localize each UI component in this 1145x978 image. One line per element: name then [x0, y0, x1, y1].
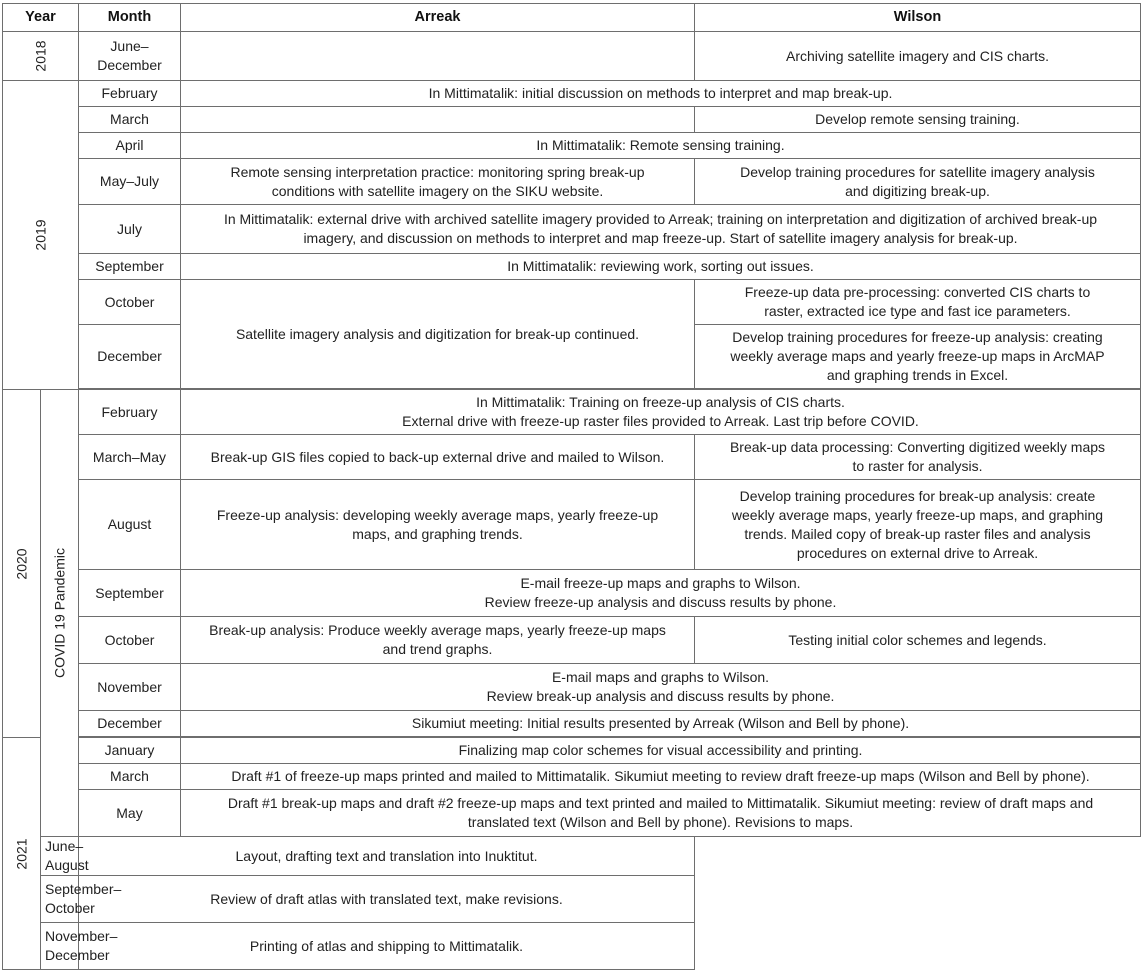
month-cell: January	[79, 738, 181, 764]
month-cell: March	[79, 107, 181, 133]
wilson-cell: Develop training procedures for freeze-up analysis: creating weekly average maps and yearly freeze-up maps in ArcMAP and graphing trends in Excel.	[695, 325, 1141, 389]
arreak-cell	[181, 32, 695, 81]
table-row	[3, 876, 1141, 923]
table-row	[3, 254, 1141, 280]
year-cell-2020	[3, 390, 41, 738]
table-row	[3, 280, 1141, 325]
month-cell: December	[79, 325, 181, 389]
wilson-cell: Archiving satellite imagery and CIS charts.	[695, 32, 1141, 81]
wilson-cell: Freeze-up data pre-processing: converted CIS charts to raster, extracted ice type and fast ice parameters.	[695, 280, 1141, 325]
shared-cell: E-mail freeze-up maps and graphs to Wilson. Review freeze-up analysis and discuss results by phone.	[181, 570, 1141, 617]
header-month: Month	[79, 4, 181, 32]
header-arreak: Arreak	[181, 4, 695, 32]
month-cell: September– October	[41, 876, 79, 923]
shared-cell: E-mail maps and graphs to Wilson. Review break-up analysis and discuss results by phone.	[181, 664, 1141, 711]
month-cell: September	[79, 254, 181, 280]
table-row	[3, 159, 1141, 205]
month-cell: October	[79, 280, 181, 325]
shared-cell: Sikumiut meeting: Initial results presented by Arreak (Wilson and Bell by phone).	[181, 711, 1141, 737]
table-row	[3, 81, 1141, 107]
shared-cell: In Mittimatalik: external drive with archived satellite imagery provided to Arreak; training on interpretation and digitization of archived break-up imagery, and discussion on methods to interpret and map freeze-up. Start of satellite imagery analysis for break-up.	[181, 205, 1141, 254]
month-cell: June– December	[79, 32, 181, 81]
table-row	[3, 570, 1141, 617]
shared-cell: In Mittimatalik: Remote sensing training.	[181, 133, 1141, 159]
month-cell: May	[79, 790, 181, 837]
table-row	[3, 107, 1141, 133]
month-cell: February	[79, 81, 181, 107]
table-row	[3, 435, 1141, 480]
arreak-cell: Remote sensing interpretation practice: monitoring spring break-up conditions with satellite imagery on the SIKU website.	[181, 159, 695, 205]
year-cell-2018	[3, 32, 79, 81]
year-label: 2020	[13, 547, 29, 580]
year-label: 2018	[32, 40, 48, 72]
table-row	[3, 923, 1141, 970]
table-row	[3, 133, 1141, 159]
table-row	[3, 664, 1141, 711]
shared-cell: Layout, drafting text and translation into Inuktitut.	[79, 837, 695, 876]
shared-cell: Draft #1 break-up maps and draft #2 freeze-up maps and text printed and mailed to Mittimatalik. Sikumiut meeting: review of draft maps and translated text (Wilson and Bell by phone). Revisions to maps.	[181, 790, 1141, 837]
year-cell-2019	[3, 81, 79, 390]
shared-cell: Draft #1 of freeze-up maps printed and mailed to Mittimatalik. Sikumiut meeting to review draft freeze-up maps (Wilson and Bell by phone).	[181, 764, 1141, 790]
month-cell: February	[79, 390, 181, 435]
arreak-cell: Freeze-up analysis: developing weekly average maps, yearly freeze-up maps, and graphing trends.	[181, 480, 695, 570]
table-row	[3, 617, 1141, 664]
month-cell: November– December	[41, 923, 79, 970]
table-row	[3, 738, 1141, 764]
table-row	[3, 480, 1141, 570]
timeline-table	[2, 3, 1141, 970]
table-row	[3, 390, 1141, 435]
header-wilson: Wilson	[695, 4, 1141, 32]
month-cell: August	[79, 480, 181, 570]
table-row	[3, 32, 1141, 81]
month-cell: September	[79, 570, 181, 617]
wilson-cell: Testing initial color schemes and legends.	[695, 617, 1141, 664]
arreak-cell	[181, 107, 695, 133]
month-cell: April	[79, 133, 181, 159]
month-cell: October	[79, 617, 181, 664]
shared-cell: In Mittimatalik: Training on freeze-up analysis of CIS charts. External drive with freeze-up raster files provided to Arreak. Last trip before COVID.	[181, 390, 1141, 435]
table-row	[3, 764, 1141, 790]
shared-cell: In Mittimatalik: initial discussion on methods to interpret and map break-up.	[181, 81, 1141, 107]
wilson-cell: Develop training procedures for break-up analysis: create weekly average maps, yearly freeze-up maps, and graphing trends. Mailed copy of break-up raster files and analysis procedures on external drive to Arreak.	[695, 480, 1141, 570]
year-label: 2019	[32, 219, 48, 251]
table-row	[3, 205, 1141, 254]
table-row	[3, 837, 1141, 876]
wilson-cell: Develop training procedures for satellite imagery analysis and digitizing break-up.	[695, 159, 1141, 205]
table-row	[3, 711, 1141, 737]
table-row	[3, 790, 1141, 837]
month-cell: November	[79, 664, 181, 711]
month-cell: June–August	[41, 837, 79, 876]
shared-cell: Finalizing map color schemes for visual accessibility and printing.	[181, 738, 1141, 764]
shared-cell: In Mittimatalik: reviewing work, sorting out issues.	[181, 254, 1141, 280]
header-year: Year	[3, 4, 79, 32]
arreak-cell: Break-up GIS files copied to back-up external drive and mailed to Wilson.	[181, 435, 695, 480]
year-label: 2021	[13, 837, 29, 870]
arreak-cell: Break-up analysis: Produce weekly average maps, yearly freeze-up maps and trend graphs.	[181, 617, 695, 664]
month-cell: July	[79, 205, 181, 254]
wilson-cell: Develop remote sensing training.	[695, 107, 1141, 133]
shared-cell: Review of draft atlas with translated text, make revisions.	[79, 876, 695, 923]
wilson-cell: Break-up data processing: Converting digitized weekly maps to raster for analysis.	[695, 435, 1141, 480]
year-cell-2021	[3, 738, 41, 970]
pandemic-label: COVID 19 Pandemic	[51, 548, 67, 678]
header-row	[3, 4, 1141, 32]
arreak-cell: Satellite imagery analysis and digitization for break-up continued.	[181, 280, 695, 389]
month-cell: December	[79, 711, 181, 737]
month-cell: March	[79, 764, 181, 790]
shared-cell: Printing of atlas and shipping to Mittimatalik.	[79, 923, 695, 970]
month-cell: May–July	[79, 159, 181, 205]
month-cell: March–May	[79, 435, 181, 480]
pandemic-cell	[41, 390, 79, 837]
